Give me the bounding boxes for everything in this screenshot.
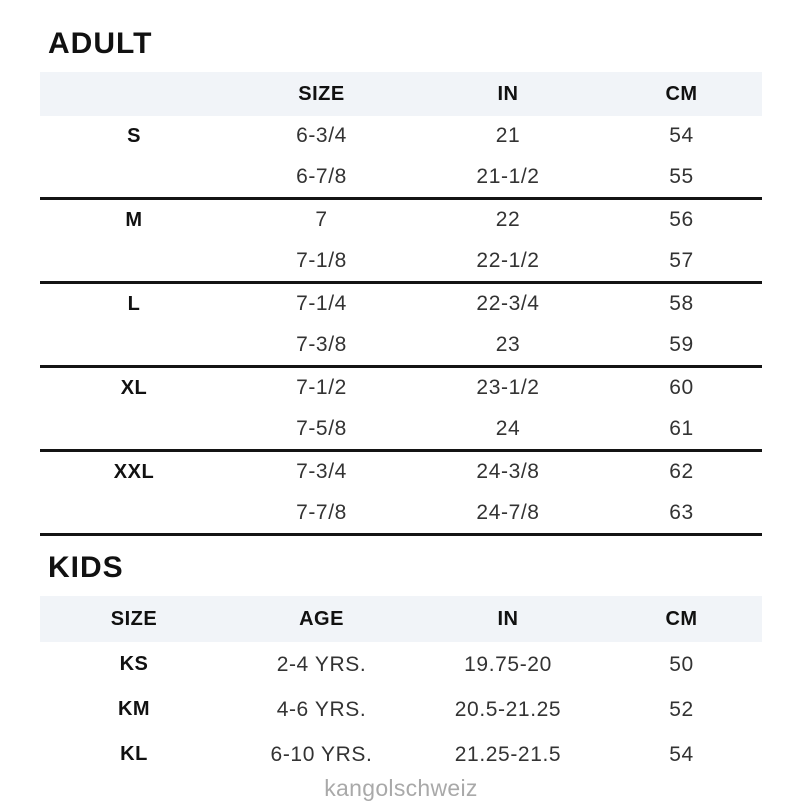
cm-value: 52 <box>669 697 694 721</box>
in-value: 24-7/8 <box>476 500 540 524</box>
table-row <box>40 452 762 493</box>
kids-header-in: IN <box>497 607 519 630</box>
in-value: 21-1/2 <box>476 164 540 188</box>
kids-table-body <box>40 642 762 777</box>
age-value: 2-4 YRS. <box>276 652 367 676</box>
cm-value: 50 <box>669 652 694 676</box>
size-value: 7-1/2 <box>296 376 347 400</box>
cm-value: 62 <box>669 460 694 484</box>
size-value: 7-1/4 <box>296 292 347 316</box>
cm-value: 59 <box>669 332 694 356</box>
kids-header-age: AGE <box>299 607 344 630</box>
adult-table-header <box>40 72 762 116</box>
cm-value: 55 <box>669 164 694 188</box>
table-row <box>40 368 762 409</box>
adult-header-size: SIZE <box>298 82 345 105</box>
cm-value: 56 <box>669 208 694 232</box>
size-value: 7-3/4 <box>296 460 347 484</box>
watermark-text: kangolschweiz <box>324 775 478 801</box>
cm-value: 54 <box>669 124 694 148</box>
size-value: 6-7/8 <box>296 164 347 188</box>
in-value: 22-3/4 <box>476 292 540 316</box>
cm-value: 60 <box>669 376 694 400</box>
cm-value: 54 <box>669 742 694 766</box>
size-label: XXL <box>113 460 155 483</box>
kids-size-label: KL <box>120 743 148 765</box>
size-label: L <box>127 292 141 315</box>
table-row <box>40 409 762 450</box>
kids-header-size: SIZE <box>110 607 158 630</box>
table-row <box>40 687 762 732</box>
in-value: 23 <box>495 332 521 356</box>
adult-section <box>40 29 762 536</box>
table-row <box>40 493 762 534</box>
kids-section-title: KIDS <box>48 551 124 584</box>
size-value: 7-5/8 <box>296 416 347 440</box>
kids-section <box>40 553 762 777</box>
cm-value: 61 <box>669 416 694 440</box>
in-value: 20.5-21.25 <box>454 697 562 721</box>
adult-header-cm: CM <box>665 82 698 105</box>
in-value: 21.25-21.5 <box>454 742 562 766</box>
adult-size-group <box>40 116 762 200</box>
size-value: 6-3/4 <box>296 124 347 148</box>
size-value: 7-1/8 <box>296 248 347 272</box>
adult-size-group <box>40 284 762 368</box>
size-value: 7 <box>315 208 328 232</box>
table-row <box>40 284 762 325</box>
in-value: 22-1/2 <box>476 248 540 272</box>
in-value: 23-1/2 <box>476 376 540 400</box>
cm-value: 57 <box>669 248 694 272</box>
table-row <box>40 116 762 157</box>
table-row <box>40 200 762 241</box>
table-row <box>40 325 762 366</box>
size-value: 7-7/8 <box>296 500 347 524</box>
size-label: S <box>127 124 141 147</box>
adult-table-body <box>40 116 762 536</box>
kids-header-cm: CM <box>665 607 698 630</box>
table-row <box>40 732 762 777</box>
in-value: 21 <box>495 124 521 148</box>
in-value: 24 <box>495 416 521 440</box>
age-value: 6-10 YRS. <box>270 742 373 766</box>
in-value: 24-3/8 <box>476 460 540 484</box>
adult-section-title: ADULT <box>48 27 153 60</box>
kids-size-label: KM <box>117 698 151 720</box>
age-value: 4-6 YRS. <box>276 697 367 721</box>
size-label: XL <box>120 376 148 399</box>
kids-size-label: KS <box>119 653 149 675</box>
cm-value: 58 <box>669 292 694 316</box>
in-value: 19.75-20 <box>464 652 552 676</box>
size-label: M <box>125 208 143 231</box>
kids-table-header <box>40 596 762 642</box>
adult-size-group <box>40 200 762 284</box>
chart-container <box>40 0 762 801</box>
in-value: 22 <box>495 208 521 232</box>
table-row <box>40 642 762 687</box>
cm-value: 63 <box>669 500 694 524</box>
adult-header-in: IN <box>497 82 519 105</box>
adult-size-group <box>40 452 762 536</box>
adult-size-group <box>40 368 762 452</box>
table-row <box>40 241 762 282</box>
table-row <box>40 157 762 198</box>
size-value: 7-3/8 <box>296 332 347 356</box>
